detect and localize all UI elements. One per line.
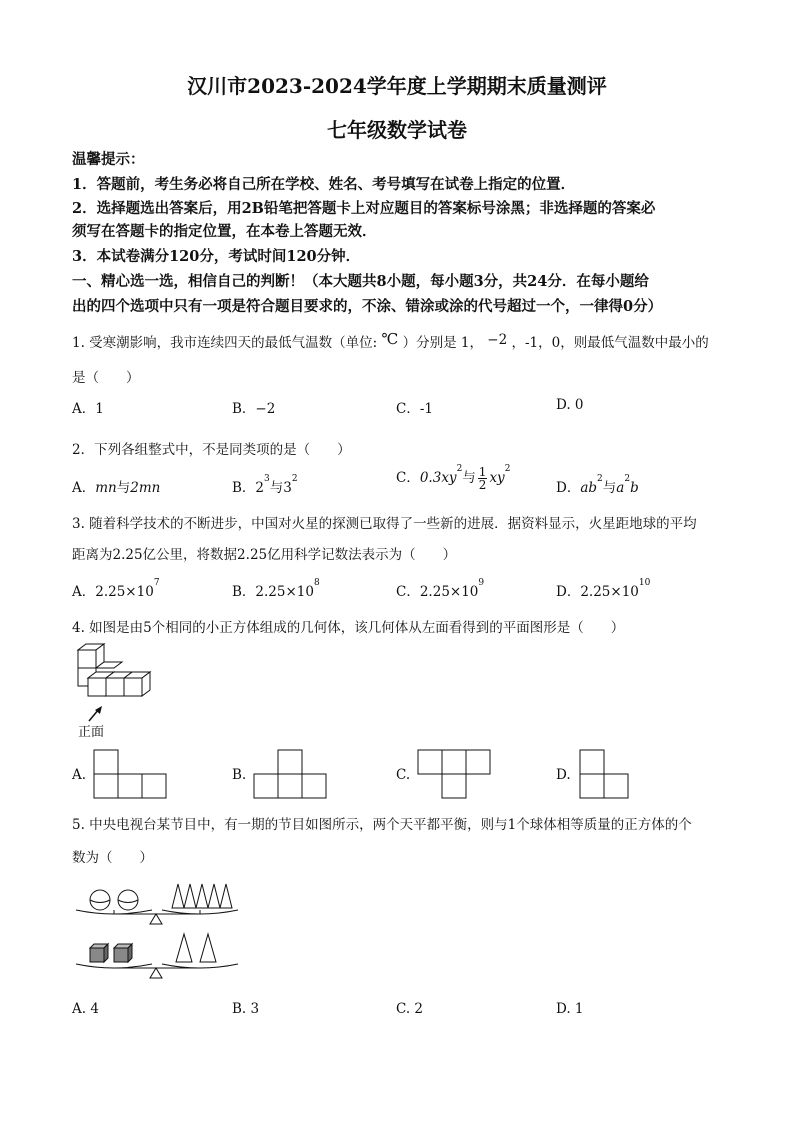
q2-fraction-half: $\frac{1}{2}$ xyxy=(478,465,487,492)
q1-text-b: ）分别是 1， xyxy=(402,335,483,351)
question-4-stem: 4. 如图是由5个相同的小正方体组成的几何体，该几何体从左面看得到的平面图形是（ ） xyxy=(72,620,625,636)
tip-item-3: 3．本试卷满分120分，考试时间120分钟． xyxy=(72,248,361,265)
exam-subtitle: 七年级数学试卷 xyxy=(327,118,467,142)
front-label: 正面 xyxy=(78,725,105,740)
q4-option-d-figure xyxy=(580,750,632,800)
q1-option-b: B．−2 xyxy=(232,401,276,417)
q3-option-b: B．$2.25\times 10^8$ xyxy=(232,578,320,600)
q5-option-d: D. 1 xyxy=(556,1001,584,1017)
q1-unit: ℃ xyxy=(381,330,399,348)
q2-option-a: A．mn与2mn xyxy=(72,480,161,496)
question-1-stem-cont: 是（ ） xyxy=(72,370,140,386)
tip-item-1: 1．答题前，考生务必将自己所在学校、姓名、考号填写在试卷上指定的位置． xyxy=(72,176,576,193)
q5-option-b: B. 3 xyxy=(232,1001,260,1017)
q4-option-a-figure xyxy=(94,750,168,800)
question-5-stem-cont: 数为（ ） xyxy=(72,850,153,866)
q5-option-a: A. 4 xyxy=(72,1001,99,1017)
question-2-stem: 2．下列各组整式中，不是同类项的是（ ） xyxy=(72,442,351,458)
q4-option-b-label: B. xyxy=(232,767,247,783)
q1-option-d: D. 0 xyxy=(556,397,584,413)
q2-option-d: D．$ab^2$与$a^2b$ xyxy=(556,474,639,496)
question-1-stem xyxy=(72,331,709,351)
question-3-stem: 3. 随着科学技术的不断进步，中国对火星的探测已取得了一些新的进展．据资料显示，火星距地球的平均 xyxy=(72,516,697,532)
question-5-stem: 5. 中央电视台某节目中，有一期的节目如图所示，两个天平都平衡，则与1个球体相等质量的正方体的个 xyxy=(72,817,692,833)
q1-option-a: A．1 xyxy=(72,401,104,417)
section-1-line-2: 出的四个选项中只有一项是符合题目要求的，不涂、错涂或涂的代号超过一个，一律得0分） xyxy=(72,298,663,315)
q5-option-c: C. 2 xyxy=(396,1001,424,1017)
tip-item-2: 2．选择题选出答案后，用2B铅笔把答题卡上对应题目的答案标号涂黑；非选择题的答案必 xyxy=(72,200,656,217)
q1-value-neg2: −2 xyxy=(487,332,508,348)
q3-option-a: A．$2.25\times 10^7$ xyxy=(72,578,160,600)
q1-text-c: ，-1，0，则最低气温数中最小的 xyxy=(511,335,709,351)
exam-title: 汉川市2023-2024学年度上学期期末质量测评 xyxy=(187,74,607,98)
tip-item-2-cont: 须写在答题卡的指定位置，在本卷上答题无效． xyxy=(72,223,377,240)
q4-option-c-label: C. xyxy=(396,767,411,783)
q3-option-d: D．$2.25\times 10^{10}$ xyxy=(556,578,651,600)
q4-option-a-label: A. xyxy=(72,767,87,783)
q2-option-b: B．$2^3$与$3^2$ xyxy=(232,474,298,496)
tips-heading: 温馨提示： xyxy=(72,151,145,168)
q3-option-c: C．$2.25\times 10^9$ xyxy=(396,578,485,600)
q4-option-d-label: D. xyxy=(556,767,571,783)
q4-option-c-figure xyxy=(418,750,492,800)
q1-text-a: 1. 受寒潮影响，我市连续四天的最低气温数（单位: xyxy=(72,335,378,351)
question-3-stem-cont: 距离为2.25亿公里，将数据2.25亿用科学记数法表示为（ ） xyxy=(72,547,457,563)
cube-solid-figure xyxy=(70,644,160,704)
q2-option-c: C．$0.3xy^2$与 $\frac{1}{2}$ $xy^2$ xyxy=(396,464,511,492)
q4-option-b-figure xyxy=(254,750,328,800)
balance-scales-figure xyxy=(72,872,242,987)
section-1-line-1: 一、精心选一选，相信自己的判断！（本大题共8小题，每小题3分，共24分．在每小题给 xyxy=(72,273,649,290)
q1-option-c: C．-1 xyxy=(396,401,433,417)
